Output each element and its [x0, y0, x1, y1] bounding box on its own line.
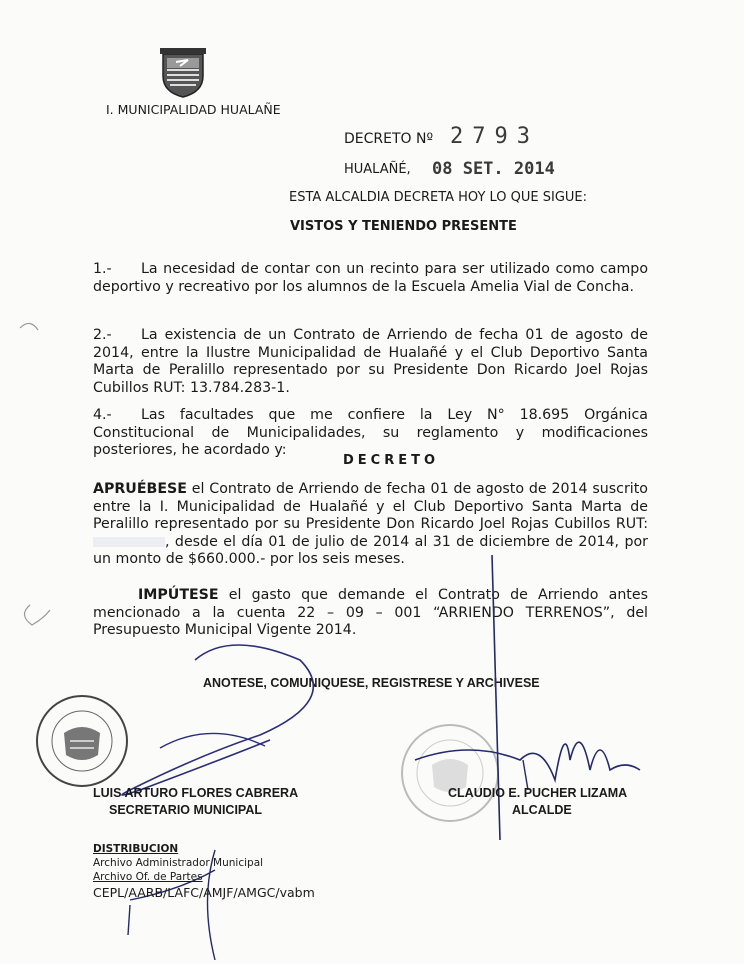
- item-text: La necesidad de contar con un recinto para ser utilizado como campo deportivo y recreativo por los alumnos de la Escuela Amelia Vial de Concha.: [93, 261, 648, 295]
- institution-name: I. MUNICIPALIDAD HUALAÑE: [106, 102, 281, 117]
- secretary-name: LUIS ARTURO FLORES CABRERA: [93, 786, 299, 800]
- vistos-heading: VISTOS Y TENIENDO PRESENTE: [290, 219, 517, 234]
- item-number: 2.-: [93, 327, 112, 343]
- decree-intro: ESTA ALCALDIA DECRETA HOY LO QUE SIGUE:: [289, 190, 588, 205]
- apruebese-keyword: APRUÉBESE: [93, 481, 187, 497]
- distribution-title: DISTRIBUCION: [93, 843, 179, 855]
- mayor-title: ALCALDE: [512, 803, 572, 817]
- place-label: HUALAÑÉ,: [344, 162, 411, 177]
- distribution-line: CEPL/AARB/LAFC/AMJF/AMGC/vabm: [93, 885, 315, 900]
- secretary-title: SECRETARIO MUNICIPAL: [109, 803, 263, 817]
- item-text: Las facultades que me confiere la Ley N° 18.695 Orgánica Constitucional de Municipalidades, su reglamento y modificaciones posteriores, he acordado y:: [93, 407, 648, 458]
- apruebese-text: el Contrato de Arriendo de fecha 01 de agosto de 2014 suscrito entre la I. Municipalidad de Hualañé y el Club Deportivo Santa Marta de Peralillo representado por su Presidente Don Ricardo Joel Rojas Cubillos RUT:: [93, 481, 648, 532]
- item-number: 1.-: [93, 261, 112, 277]
- apruebese-text-2: , desde el día 01 de julio de 2014 al 31 de diciembre de 2014, por un monto de $660.000.- por los seis meses.: [93, 533, 648, 567]
- decree-number: 2793: [450, 124, 539, 149]
- mayor-name: CLAUDIO E. PUCHER LIZAMA: [448, 786, 628, 800]
- item-number: 4.-: [93, 407, 112, 423]
- date-stamp: 08 SET. 2014: [432, 159, 555, 179]
- distribution-line: Archivo Of. de Partes: [93, 871, 203, 883]
- item-text: La existencia de un Contrato de Arriendo de fecha 01 de agosto de 2014, entre la Ilustre Municipalidad de Hualañé y el Club Deportivo Santa Marta de Peralillo representado por su Presidente Don Ricardo Joel Rojas Cubillos RUT: 13.784.283-1.: [93, 327, 648, 396]
- distribution-line: Archivo Administrador Municipal: [93, 857, 264, 869]
- imputese-keyword: IMPÚTESE: [138, 587, 219, 603]
- decree-label: DECRETO Nº: [344, 131, 434, 147]
- imputese-text: el gasto que demande el Contrato de Arriendo antes mencionado a la cuenta 22 – 09 – 001 “ARRIENDO TERRENOS”, del Presupuesto Municipal Vigente 2014.: [93, 587, 648, 638]
- decreto-heading: DECRETO: [343, 453, 440, 468]
- closing-line: ANOTESE, COMUNIQUESE, REGISTRESE Y ARCHIVESE: [203, 676, 540, 690]
